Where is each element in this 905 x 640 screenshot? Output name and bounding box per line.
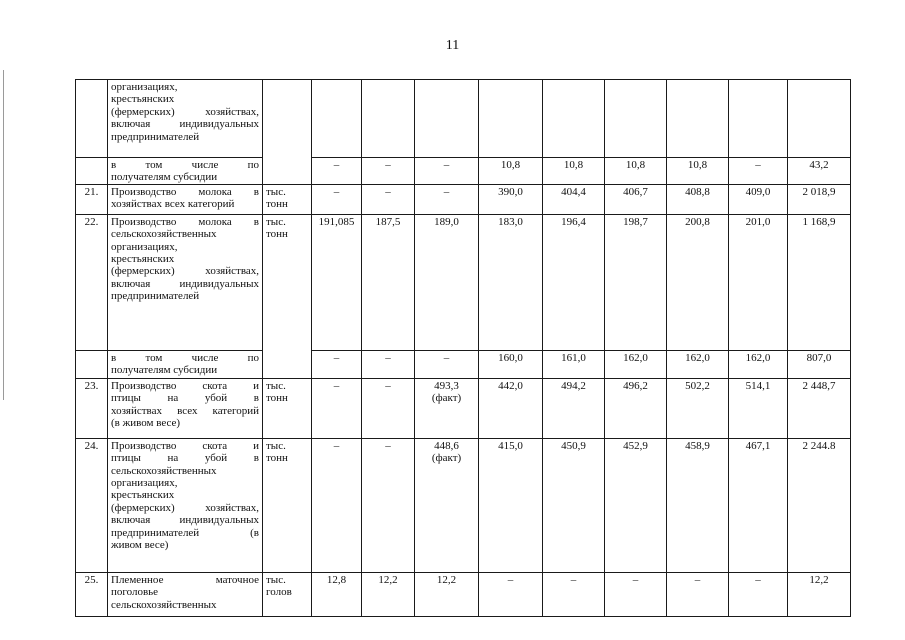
value-cell xyxy=(312,80,362,158)
table-row xyxy=(76,438,851,572)
value-cell: 12,2 xyxy=(415,572,479,616)
value-cell: – xyxy=(362,350,415,378)
row-number: 25. xyxy=(76,572,108,616)
value-cell: 514,1 xyxy=(729,378,788,438)
indicator-name-line: включая индивидуальных xyxy=(111,118,259,131)
indicator-name xyxy=(108,572,263,616)
value-cell: 183,0 xyxy=(479,214,543,350)
indicator-name xyxy=(108,438,263,572)
value-cell: – xyxy=(312,438,362,572)
indicator-name-line: организациях, xyxy=(111,240,178,253)
value-cell: 162,0 xyxy=(605,350,667,378)
unit-cell xyxy=(263,80,312,185)
value-cell: 12,8 xyxy=(312,572,362,616)
value-cell: – xyxy=(479,572,543,616)
indicator-name-line: (фермерских) хозяйствах, xyxy=(111,105,259,118)
indicator-name-line: Производство молока в xyxy=(111,185,259,198)
unit-cell: тыс. тонн xyxy=(263,214,312,378)
value-cell: 807,0 xyxy=(788,350,851,378)
indicator-name-line: Производство скота и xyxy=(111,379,259,392)
indicator-name-line: Производство молока в xyxy=(111,215,259,228)
value-cell: 10,8 xyxy=(605,158,667,185)
unit-cell: тыс. тонн xyxy=(263,184,312,214)
value-cell: – xyxy=(362,158,415,185)
value-cell: 10,8 xyxy=(479,158,543,185)
value-cell: 442,0 xyxy=(479,378,543,438)
row-number: 22. xyxy=(76,214,108,350)
value-cell: 404,4 xyxy=(543,184,605,214)
value-cell: 189,0 xyxy=(415,214,479,350)
indicator-name-line: предпринимателей xyxy=(111,290,200,303)
value-cell: 12,2 xyxy=(788,572,851,616)
unit-cell: тыс. тонн xyxy=(263,438,312,572)
value-cell xyxy=(667,80,729,158)
indicator-name xyxy=(108,80,263,158)
value-cell: 10,8 xyxy=(667,158,729,185)
value-cell: – xyxy=(362,438,415,572)
value-cell xyxy=(479,80,543,158)
value-cell: 458,9 xyxy=(667,438,729,572)
value-cell: 12,2 xyxy=(362,572,415,616)
indicator-name-line: сельскохозяйственных xyxy=(111,598,217,611)
indicator-name-line: птицы на убой в xyxy=(111,392,259,405)
value-cell: – xyxy=(729,572,788,616)
value-cell: 450,9 xyxy=(543,438,605,572)
value-cell: 406,7 xyxy=(605,184,667,214)
row-number: 21. xyxy=(76,184,108,214)
unit-cell: тыс. голов xyxy=(263,572,312,616)
value-cell: 196,4 xyxy=(543,214,605,350)
row-number xyxy=(76,158,108,185)
value-cell: 161,0 xyxy=(543,350,605,378)
value-cell: – xyxy=(667,572,729,616)
indicator-name xyxy=(108,214,263,350)
indicator-name-line: поголовье xyxy=(111,586,159,599)
value-cell: – xyxy=(729,158,788,185)
value-cell xyxy=(415,80,479,158)
value-cell: 187,5 xyxy=(362,214,415,350)
value-cell: – xyxy=(415,158,479,185)
value-cell xyxy=(605,80,667,158)
row-number xyxy=(76,80,108,158)
indicator-name-line: крестьянских xyxy=(111,253,175,266)
value-cell xyxy=(543,80,605,158)
value-cell: 493,3 (факт) xyxy=(415,378,479,438)
table-row xyxy=(76,572,851,616)
indicator-name xyxy=(108,378,263,438)
value-cell: – xyxy=(605,572,667,616)
value-cell: – xyxy=(415,350,479,378)
value-cell: 1 168,9 xyxy=(788,214,851,350)
table-row xyxy=(76,214,851,350)
value-cell: – xyxy=(312,350,362,378)
table-row xyxy=(76,158,851,185)
indicator-name-line: живом весе) xyxy=(111,539,169,552)
value-cell: – xyxy=(312,184,362,214)
indicator-name-line: крестьянских xyxy=(111,489,175,502)
indicator-name-line: хозяйствах всех категорий xyxy=(111,198,235,211)
indicator-name-line: (фермерских) хозяйствах, xyxy=(111,265,259,278)
row-number xyxy=(76,350,108,378)
value-cell: – xyxy=(362,378,415,438)
value-cell: 409,0 xyxy=(729,184,788,214)
indicator-name-line: включая индивидуальных xyxy=(111,277,259,290)
indicator-name-line: Производство скота и xyxy=(111,439,259,452)
indicator-name-line: крестьянских xyxy=(111,93,175,106)
table-row xyxy=(76,378,851,438)
value-cell: 2 244.8 xyxy=(788,438,851,572)
value-cell: 2 018,9 xyxy=(788,184,851,214)
indicator-name-line: предпринимателей xyxy=(111,130,200,143)
value-cell: – xyxy=(362,184,415,214)
value-cell: – xyxy=(415,184,479,214)
value-cell: 162,0 xyxy=(729,350,788,378)
indicator-name-line: (фермерских) хозяйствах, xyxy=(111,501,259,514)
table-row xyxy=(76,350,851,378)
value-cell: 200,8 xyxy=(667,214,729,350)
value-cell: 415,0 xyxy=(479,438,543,572)
value-cell: 43,2 xyxy=(788,158,851,185)
value-cell xyxy=(362,80,415,158)
indicator-name-line: в том числе по xyxy=(111,351,259,364)
indicator-name-line: сельскохозяйственных xyxy=(111,228,217,241)
value-cell: 496,2 xyxy=(605,378,667,438)
value-cell: 502,2 xyxy=(667,378,729,438)
unit-cell: тыс. тонн xyxy=(263,378,312,438)
scan-margin-line xyxy=(3,70,4,400)
value-cell xyxy=(729,80,788,158)
value-cell: 448,6 (факт) xyxy=(415,438,479,572)
value-cell: 467,1 xyxy=(729,438,788,572)
production-table xyxy=(75,79,851,617)
indicator-name-line: птицы на убой в xyxy=(111,452,259,465)
indicator-name-line: получателям субсидии xyxy=(111,171,218,184)
row-number: 24. xyxy=(76,438,108,572)
indicator-name-line: предпринимателей (в xyxy=(111,526,259,539)
indicator-name-line: хозяйствах всех категорий xyxy=(111,404,259,417)
value-cell: 162,0 xyxy=(667,350,729,378)
value-cell: 2 448,7 xyxy=(788,378,851,438)
indicator-name-line: Племенное маточное xyxy=(111,573,259,586)
indicator-name xyxy=(108,158,263,185)
value-cell: – xyxy=(312,378,362,438)
indicator-name-line: организациях, xyxy=(111,81,178,93)
value-cell: 160,0 xyxy=(479,350,543,378)
indicator-name-line: (в живом весе) xyxy=(111,417,181,430)
indicator-name-line: в том числе по xyxy=(111,159,259,171)
row-number: 23. xyxy=(76,378,108,438)
value-cell: 201,0 xyxy=(729,214,788,350)
value-cell: 198,7 xyxy=(605,214,667,350)
value-cell: 10,8 xyxy=(543,158,605,185)
indicator-name xyxy=(108,350,263,378)
indicator-name-line: включая индивидуальных xyxy=(111,514,259,527)
value-cell: 494,2 xyxy=(543,378,605,438)
indicator-name-line: сельскохозяйственных xyxy=(111,464,217,477)
page-number: 11 xyxy=(445,38,460,53)
value-cell: – xyxy=(312,158,362,185)
value-cell xyxy=(788,80,851,158)
value-cell: 408,8 xyxy=(667,184,729,214)
indicator-name xyxy=(108,184,263,214)
value-cell: 452,9 xyxy=(605,438,667,572)
table-row xyxy=(76,80,851,158)
indicator-name-line: получателям субсидии xyxy=(111,364,218,377)
indicator-name-line: организациях, xyxy=(111,477,178,490)
table-row xyxy=(76,184,851,214)
value-cell: 390,0 xyxy=(479,184,543,214)
value-cell: – xyxy=(543,572,605,616)
value-cell: 191,085 xyxy=(312,214,362,350)
